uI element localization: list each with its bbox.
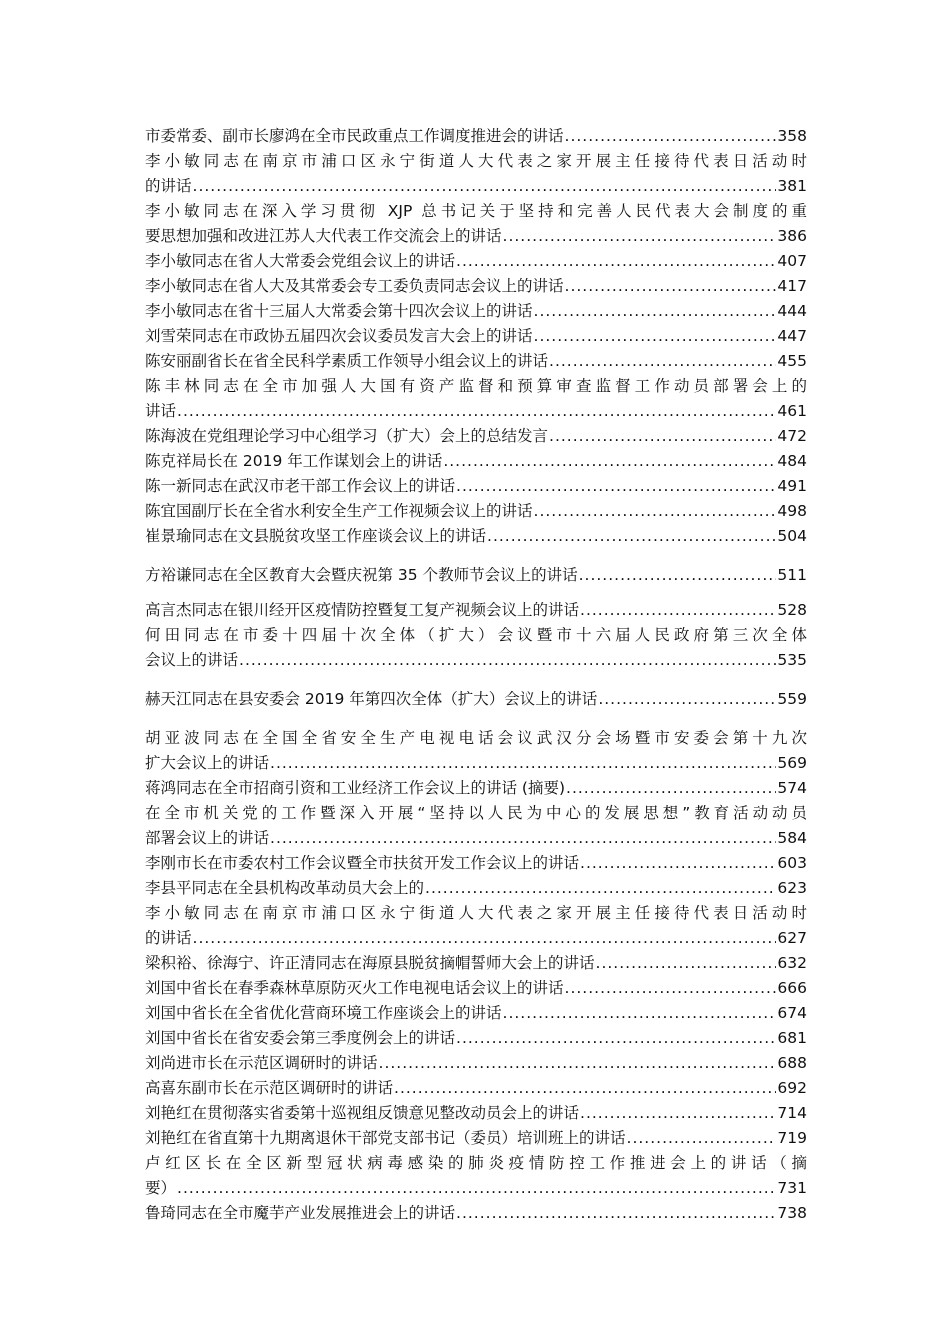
toc-entry[interactable] [145, 687, 807, 712]
toc-entry-line [145, 449, 807, 474]
toc-entry[interactable] [145, 1126, 807, 1151]
toc-entry-line [145, 563, 807, 588]
toc-entry-line [145, 224, 807, 249]
toc-entry-line [145, 648, 807, 673]
dot-leader [566, 776, 776, 801]
toc-entry-line [145, 901, 807, 926]
page-number: 498 [777, 502, 807, 520]
dot-leader [270, 751, 776, 776]
dot-leader [456, 249, 776, 274]
toc-entry-title: 刘艳红在省直第十九期离退休干部党支部书记（委员）培训班上的讲话 [145, 1129, 626, 1147]
dot-leader [193, 174, 777, 199]
toc-entry[interactable] [145, 149, 807, 199]
dot-leader [534, 499, 777, 524]
toc-entry-title: 高言杰同志在银川经开区疫情防控暨复工复产视频会议上的讲话 [145, 601, 580, 619]
page-number: 447 [777, 327, 807, 345]
page-number: 632 [777, 954, 807, 972]
dot-leader [598, 687, 776, 712]
toc-entry-line [145, 174, 807, 199]
toc-entry-title: 胡亚波同志在全国全省安全生产电视电话会议武汉分会场暨市安委会第十九次 [145, 729, 807, 747]
toc-entry-line [145, 374, 807, 399]
page-number: 623 [777, 879, 807, 897]
dot-leader [534, 324, 777, 349]
toc-entry[interactable] [145, 801, 807, 851]
page-number: 574 [777, 779, 807, 797]
dot-leader [503, 224, 777, 249]
dot-leader [580, 1101, 776, 1126]
toc-entry-line [145, 926, 807, 951]
toc-entry-title: 李小敏同志在省人大常委会党组会议上的讲话 [145, 252, 456, 270]
toc-entry-line [145, 399, 807, 424]
toc-entry-title: 讲话 [145, 402, 177, 420]
toc-entry-title: 鲁琦同志在全市魔芋产业发展推进会上的讲话 [145, 1204, 456, 1222]
page-number: 692 [777, 1079, 807, 1097]
page-number: 444 [777, 302, 807, 320]
toc-entry[interactable] [145, 499, 807, 524]
page-number: 528 [777, 601, 807, 619]
dot-leader [425, 876, 776, 901]
toc-entry-line [145, 324, 807, 349]
toc-entry-title: 的讲话 [145, 177, 192, 195]
toc-entry-title: 陈安丽副省长在省全民科学素质工作领导小组会议上的讲话 [145, 352, 549, 370]
dot-leader [580, 598, 776, 623]
dot-leader [549, 424, 776, 449]
toc-entry-title: 刘国中省长在全省优化营商环境工作座谈会上的讲话 [145, 1004, 502, 1022]
toc-entry[interactable] [145, 449, 807, 474]
toc-entry-line [145, 424, 807, 449]
toc-entry[interactable] [145, 124, 807, 149]
toc-entry-line [145, 801, 807, 826]
toc-entry[interactable] [145, 199, 807, 249]
toc-entry-title: 刘国中省长在春季森林草原防灭火工作电视电话会议上的讲话 [145, 979, 564, 997]
toc-entry-title: 陈一新同志在武汉市老干部工作会议上的讲话 [145, 477, 456, 495]
toc-entry[interactable] [145, 1101, 807, 1126]
toc-entry-line [145, 124, 807, 149]
toc-entry-line [145, 776, 807, 801]
page-number: 455 [777, 352, 807, 370]
toc-entry-line [145, 274, 807, 299]
toc-entry-title: 会议上的讲话 [145, 651, 239, 669]
dot-leader [177, 1176, 776, 1201]
dot-leader [565, 274, 777, 299]
toc-entry[interactable] [145, 851, 807, 876]
toc-entry-line [145, 1201, 807, 1226]
toc-entry[interactable] [145, 474, 807, 499]
dot-leader [193, 926, 777, 951]
page-number: 381 [777, 177, 807, 195]
toc-entry[interactable] [145, 1201, 807, 1226]
dot-leader [443, 449, 776, 474]
toc-entry-title: 的讲话 [145, 929, 192, 947]
toc-entry-title: 李小敏同志在南京市浦口区永宁街道人大代表之家开展主任接待代表日活动时 [145, 904, 807, 922]
dot-leader [503, 1001, 777, 1026]
toc-entry-line [145, 349, 807, 374]
toc-entry-title: 刘雪荣同志在市政协五届四次会议委员发言大会上的讲话 [145, 327, 533, 345]
toc-entry-line [145, 726, 807, 751]
toc-entry-line [145, 1026, 807, 1051]
toc-entry-line [145, 524, 807, 549]
dot-leader [534, 299, 777, 324]
toc-entry[interactable] [145, 876, 807, 901]
dot-leader [177, 399, 776, 424]
toc-entry-title: 陈克祥局长在 2019 年工作谋划会上的讲话 [145, 452, 443, 470]
toc-entry-line [145, 499, 807, 524]
dot-leader [549, 349, 776, 374]
toc-entry-title: 陈海波在党组理论学习中心组学习（扩大）会上的总结发言 [145, 427, 549, 445]
dot-leader [627, 1126, 777, 1151]
toc-entry-title: 李县平同志在全县机构改革动员大会上的 [145, 879, 425, 897]
dot-leader [394, 1076, 776, 1101]
page-number: 535 [777, 651, 807, 669]
toc-entry-title: 李小敏同志在省十三届人大常委会第十四次会议上的讲话 [145, 302, 533, 320]
page-number: 584 [777, 829, 807, 847]
toc-entry[interactable] [145, 1076, 807, 1101]
page-number: 627 [777, 929, 807, 947]
toc-entry-line [145, 826, 807, 851]
toc-entry[interactable] [145, 776, 807, 801]
page-number: 461 [777, 402, 807, 420]
toc-entry-title: 方裕谦同志在全区教育大会暨庆祝第 35 个教师节会议上的讲话 [145, 566, 578, 584]
toc-entry[interactable] [145, 598, 807, 623]
toc-entry-title: 扩大会议上的讲话 [145, 754, 270, 772]
toc-entry-line [145, 951, 807, 976]
page-number: 484 [777, 452, 807, 470]
toc-entry[interactable] [145, 1001, 807, 1026]
toc-entry[interactable] [145, 623, 807, 673]
toc-entry[interactable] [145, 299, 807, 324]
toc-entry[interactable] [145, 726, 807, 776]
toc-entry[interactable] [145, 324, 807, 349]
dot-leader [379, 1051, 777, 1076]
toc-entry-line [145, 751, 807, 776]
page-number: 491 [777, 477, 807, 495]
page-number: 358 [777, 127, 807, 145]
dot-leader [579, 563, 777, 588]
toc-entry-title: 赫天江同志在县安委会 2019 年第四次全体（扩大）会议上的讲话 [145, 690, 598, 708]
page-number: 407 [777, 252, 807, 270]
toc-entry-line [145, 199, 807, 224]
toc-entry-line [145, 623, 807, 648]
page-number: 688 [777, 1054, 807, 1072]
toc-entry-line [145, 1001, 807, 1026]
page-number: 666 [777, 979, 807, 997]
toc-entry[interactable] [145, 1151, 807, 1201]
toc-entry-title: 蒋鸿同志在全市招商引资和工业经济工作会议上的讲话 (摘要) [145, 779, 566, 797]
dot-leader [270, 826, 776, 851]
toc-entry[interactable] [145, 374, 807, 424]
page-number: 674 [777, 1004, 807, 1022]
toc-entry[interactable] [145, 1026, 807, 1051]
toc-entry-title: 陈丰林同志在全市加强人大国有资产监督和预算审查监督工作动员部署会上的 [145, 377, 807, 395]
toc-entry-line [145, 976, 807, 1001]
dot-leader [565, 124, 777, 149]
toc-entry-title: 部署会议上的讲话 [145, 829, 270, 847]
toc-entry[interactable] [145, 349, 807, 374]
toc-entry-line [145, 876, 807, 901]
page-number: 731 [777, 1179, 807, 1197]
toc-entry-line [145, 474, 807, 499]
dot-leader [565, 976, 777, 1001]
page-number: 603 [777, 854, 807, 872]
page-number: 504 [777, 527, 807, 545]
toc-entry-title: 市委常委、副市长廖鸿在全市民政重点工作调度推进会的讲话 [145, 127, 564, 145]
dot-leader [456, 1026, 776, 1051]
toc-entry-title: 李小敏同志在省人大及其常委会专工委负责同志会议上的讲话 [145, 277, 564, 295]
toc-entry-line [145, 1151, 807, 1176]
toc-entry-title: 崔景瑜同志在文县脱贫攻坚工作座谈会议上的讲话 [145, 527, 487, 545]
page-number: 681 [777, 1029, 807, 1047]
toc-entry-line [145, 598, 807, 623]
dot-leader [239, 648, 776, 673]
toc-entry-title: 刘艳红在贯彻落实省委第十巡视组反馈意见整改动员会上的讲话 [145, 1104, 580, 1122]
toc-entry[interactable] [145, 901, 807, 951]
page-number: 472 [777, 427, 807, 445]
toc-entry-line [145, 851, 807, 876]
toc-entry-title: 要思想加强和改进江苏人大代表工作交流会上的讲话 [145, 227, 502, 245]
toc-entry-title: 要） [145, 1179, 177, 1197]
toc-entry-line [145, 299, 807, 324]
page-number: 417 [777, 277, 807, 295]
toc-entry-line [145, 1176, 807, 1201]
toc-entry-title: 何田同志在市委十四届十次全体（扩大）会议暨市十六届人民政府第三次全体 [145, 626, 807, 644]
page-number: 719 [777, 1129, 807, 1147]
toc-entry-line [145, 1076, 807, 1101]
dot-leader [487, 524, 776, 549]
toc-entry-title: 在全市机关党的工作暨深入开展“坚持以人民为中心的发展思想”教育活动动员 [145, 804, 807, 822]
toc-entry-line [145, 1051, 807, 1076]
toc-entry[interactable] [145, 274, 807, 299]
toc-entry[interactable] [145, 563, 807, 588]
toc-entry-title: 李刚市长在市委农村工作会议暨全市扶贫开发工作会议上的讲话 [145, 854, 580, 872]
toc-entry[interactable] [145, 424, 807, 449]
page-number: 511 [777, 566, 807, 584]
page-number: 714 [777, 1104, 807, 1122]
toc-entry-line [145, 149, 807, 174]
page-number: 569 [777, 754, 807, 772]
dot-leader [456, 474, 776, 499]
toc-entry-title: 卢红区长在全区新型冠状病毒感染的肺炎疫情防控工作推进会上的讲话（摘 [145, 1154, 807, 1172]
dot-leader [596, 951, 777, 976]
toc-entry-title: 李小敏同志在南京市浦口区永宁街道人大代表之家开展主任接待代表日活动时 [145, 152, 807, 170]
toc-entry-line [145, 249, 807, 274]
toc-entry-line [145, 1126, 807, 1151]
toc-entry-title: 刘尚进市长在示范区调研时的讲话 [145, 1054, 378, 1072]
toc-entry-title: 刘国中省长在省安委会第三季度例会上的讲话 [145, 1029, 456, 1047]
toc-entry[interactable] [145, 249, 807, 274]
toc-entry-title: 陈宜国副厅长在全省水利安全生产工作视频会议上的讲话 [145, 502, 533, 520]
dot-leader [580, 851, 776, 876]
toc-entry-line [145, 1101, 807, 1126]
toc-entry-title: 梁积裕、徐海宁、许正清同志在海原县脱贫摘帽誓师大会上的讲话 [145, 954, 595, 972]
dot-leader [456, 1201, 776, 1226]
toc-entry-title: 高喜东副市长在示范区调研时的讲话 [145, 1079, 394, 1097]
toc-entry[interactable] [145, 1051, 807, 1076]
toc-entry[interactable] [145, 951, 807, 976]
page-number: 738 [777, 1204, 807, 1222]
page-number: 386 [777, 227, 807, 245]
toc-entry[interactable] [145, 524, 807, 549]
page-number: 559 [777, 690, 807, 708]
table-of-contents [145, 124, 807, 1226]
toc-entry-line [145, 687, 807, 712]
toc-entry-title: 李小敏同志在深入学习贯彻 XJP 总书记关于坚持和完善人民代表大会制度的重 [145, 202, 807, 220]
toc-entry[interactable] [145, 976, 807, 1001]
